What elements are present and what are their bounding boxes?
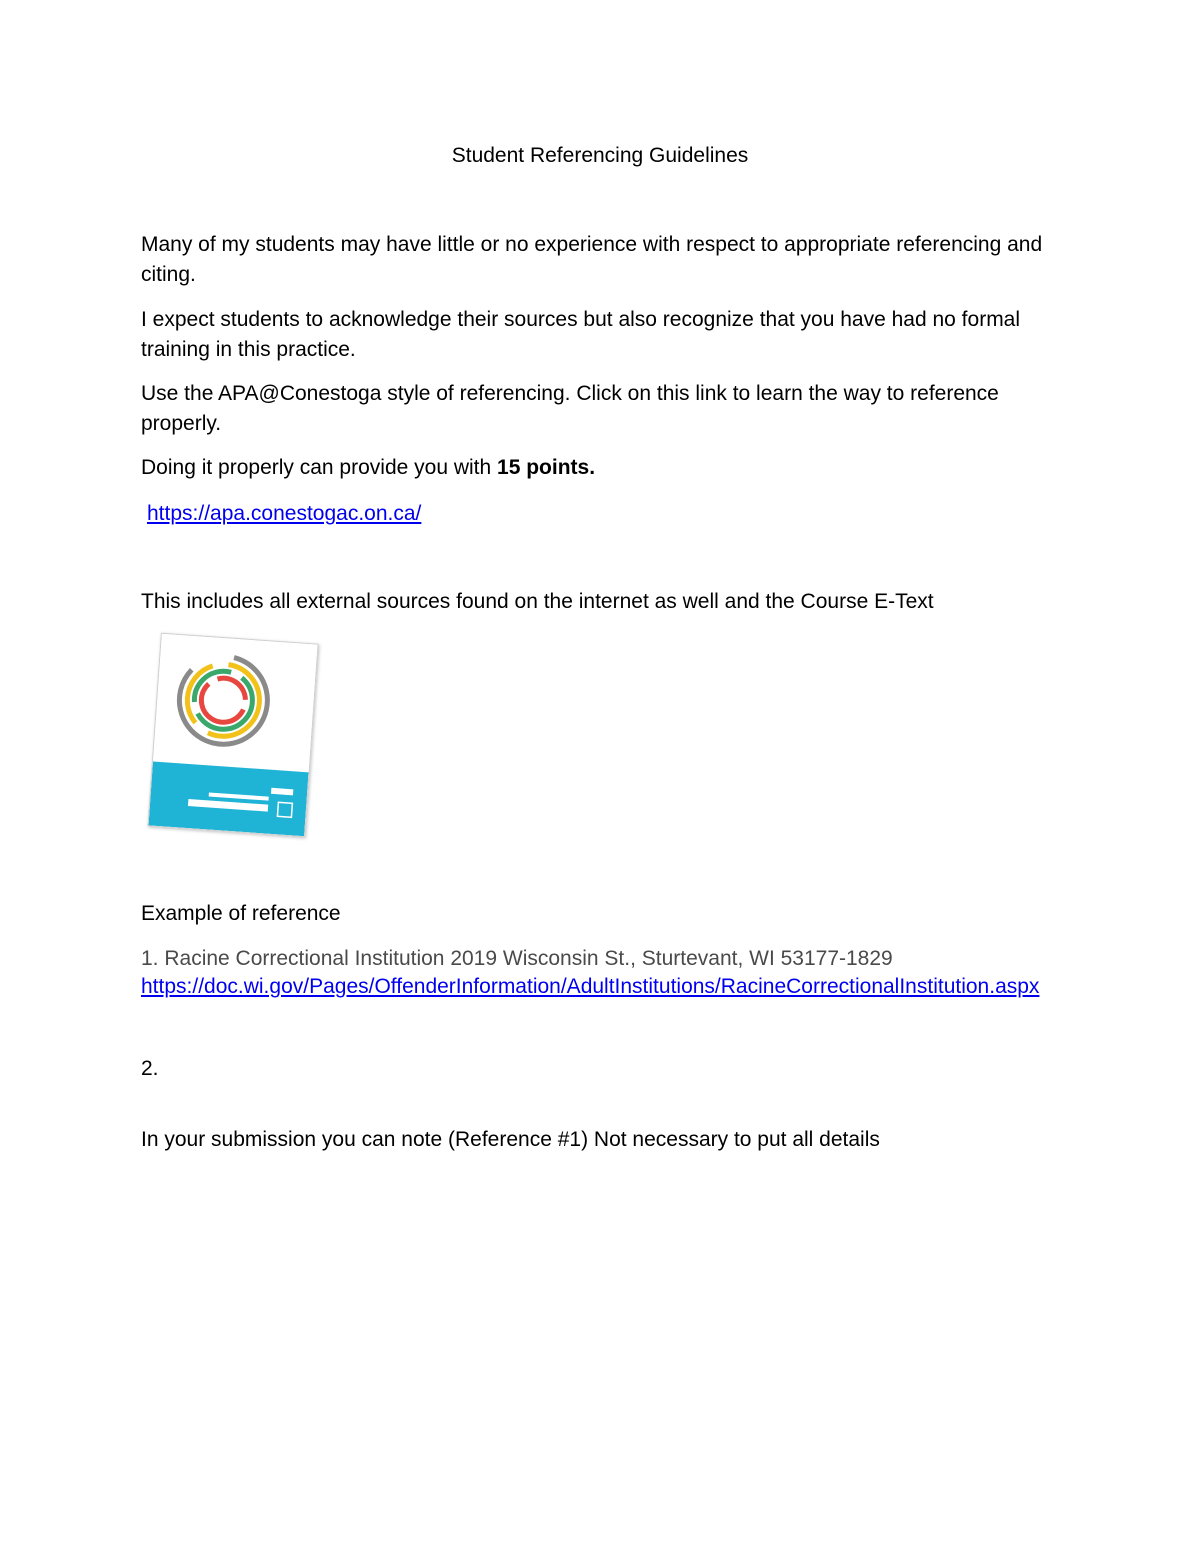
reference-1-text: 1. Racine Correctional Institution 2019 Wisconsin St., Sturtevant, WI 53177-1829 [141,947,893,970]
paragraph-apa-style: Use the APA@Conestoga style of referencing. Click on this link to learn the way to reference properly. [141,382,999,435]
points-value: 15 points. [497,456,596,479]
paragraph-experience: Many of my students may have little or no experience with respect to appropriate referencing and citing. [141,233,1043,286]
points-prefix: Doing it properly can provide you with [141,456,498,479]
reference-2-text: 2. [141,1057,159,1080]
course-etext-cover-image [147,633,318,838]
apa-link-line [147,499,1077,529]
apa-link[interactable]: https://apa.conestogac.on.ca/ [147,502,422,525]
reference-1-url-line [141,973,1071,1000]
example-heading: Example of reference [141,902,341,925]
closing-paragraph: In your submission you can note (Reference #1) Not necessary to put all details [141,1128,880,1151]
paragraph-expectations: I expect students to acknowledge their sources but also recognize that you have had no formal training in this practice. [141,308,1021,361]
paragraph-sources: This includes all external sources found on the internet as well and the Course E-Text [141,590,934,613]
cover-band [148,761,308,836]
reference-1-link[interactable]: https://doc.wi.gov/Pages/OffenderInformation/AdultInstitutions/RacineCorrectionalInstitution.aspx [141,975,1040,998]
page-title: Student Referencing Guidelines [451,144,749,167]
book-cover-graphic [148,634,317,836]
paragraph-points [141,453,1071,483]
